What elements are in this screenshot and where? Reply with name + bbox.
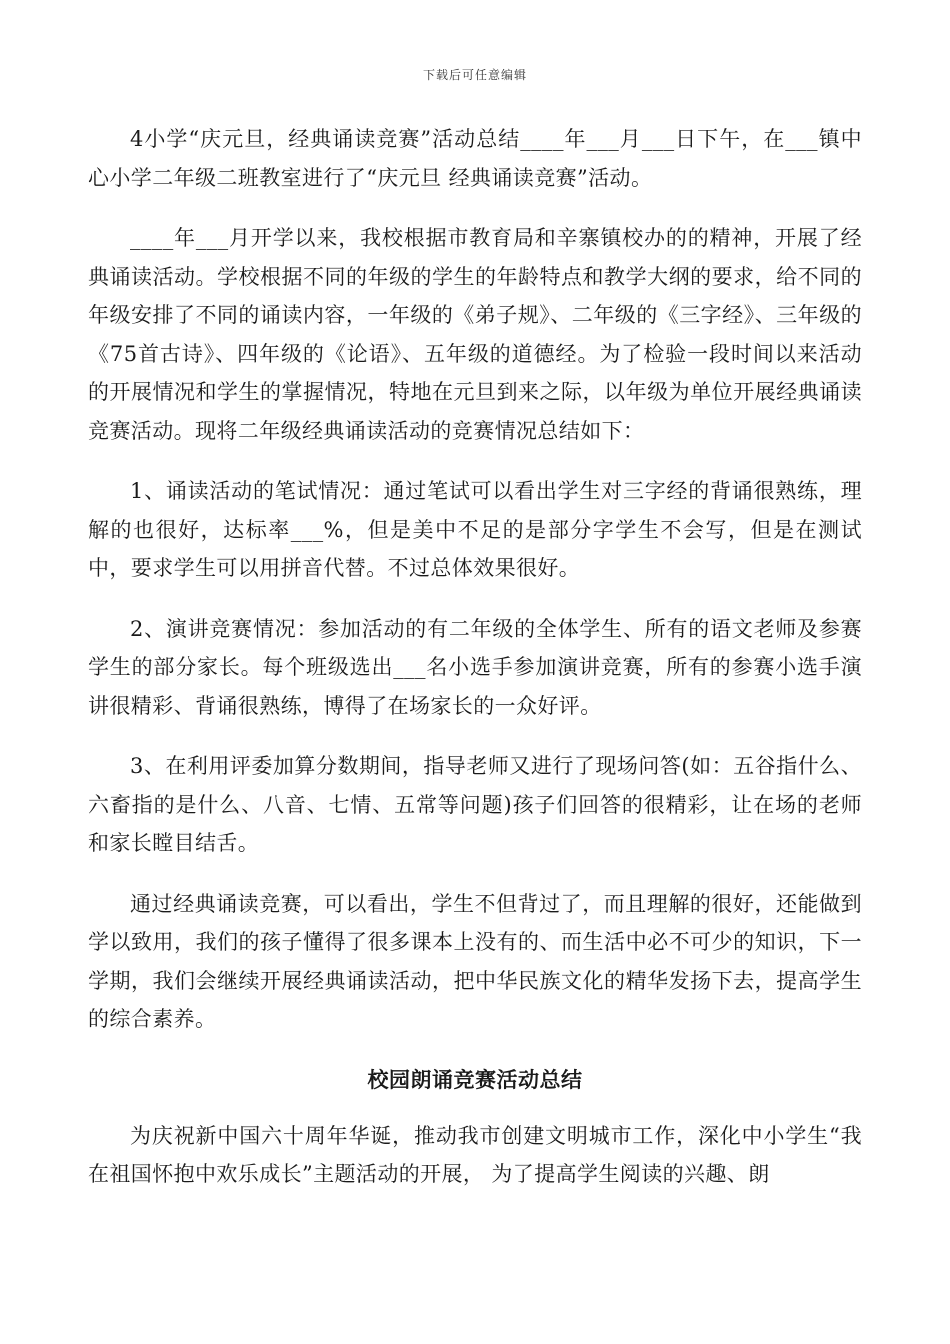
paragraph-intro: 4小学“庆元旦，经典诵读竞赛”活动总结____年___月___日下午，在___镇中心小学二年级二班教室进行了“庆元旦 经典诵读竞赛”活动。 bbox=[88, 127, 862, 190]
paragraph-speech-contest: 2、演讲竞赛情况：参加活动的有二年级的全体学生、所有的语文老师及参赛学生的部分家长。每个班级选出___名小选手参加演讲竞赛，所有的参赛小选手演讲很精彩、背诵很熟练，博得了在场家长的一众好评。 bbox=[88, 616, 862, 718]
document-body bbox=[88, 120, 862, 1194]
paragraph-qa: 3、在利用评委加算分数期间，指导老师又进行了现场问答(如：五谷指什么、六畜指的是什么、八音、七情、五常等问题)孩子们回答的很精彩，让在场的老师和家长瞠目结舌。 bbox=[88, 754, 862, 855]
paragraph-section-intro: 为庆祝新中国六十周年华诞，推动我市创建文明城市工作，深化中小学生“我在祖国怀抱中欢乐成长”主题活动的开展， 为了提高学生阅读的兴趣、朗 bbox=[88, 1123, 862, 1186]
header-note: 下载后可任意编辑 bbox=[422, 68, 527, 82]
section-title: 校园朗诵竞赛活动总结 bbox=[367, 1066, 583, 1092]
paragraph-written-test: 1、诵读活动的笔试情况：通过笔试可以看出学生对三字经的背诵很熟练，理解的也很好，达标率___%，但是美中不足的是部分字学生不会写，但是在测试中，要求学生可以用拼音代替。不过总体效果很好。 bbox=[88, 479, 862, 580]
paragraph-background: ____年___月开学以来，我校根据市教育局和辛寨镇校办的的精神，开展了经典诵读活动。学校根据不同的年级的学生的年龄特点和教学大纲的要求，给不同的年级安排了不同的诵读内容，一年级的《弟子规》、二年级的《三字经》、三年级的《75首古诗》、四年级的《论语》、五年级的道德经。为了检验一段时间以来活动的开展情况和学生的掌握情况，特地在元旦到来之际，以年级为单位开展经典诵读竞赛活动。现将二年级经典诵读活动的竞赛情况总结如下： bbox=[88, 226, 862, 443]
paragraph-conclusion: 通过经典诵读竞赛，可以看出，学生不但背过了，而且理解的很好，还能做到学以致用，我们的孩子懂得了很多课本上没有的、而生活中必不可少的知识，下一学期，我们会继续开展经典诵读活动，把中华民族文化的精华发扬下去，提高学生的综合素养。 bbox=[88, 891, 862, 1031]
